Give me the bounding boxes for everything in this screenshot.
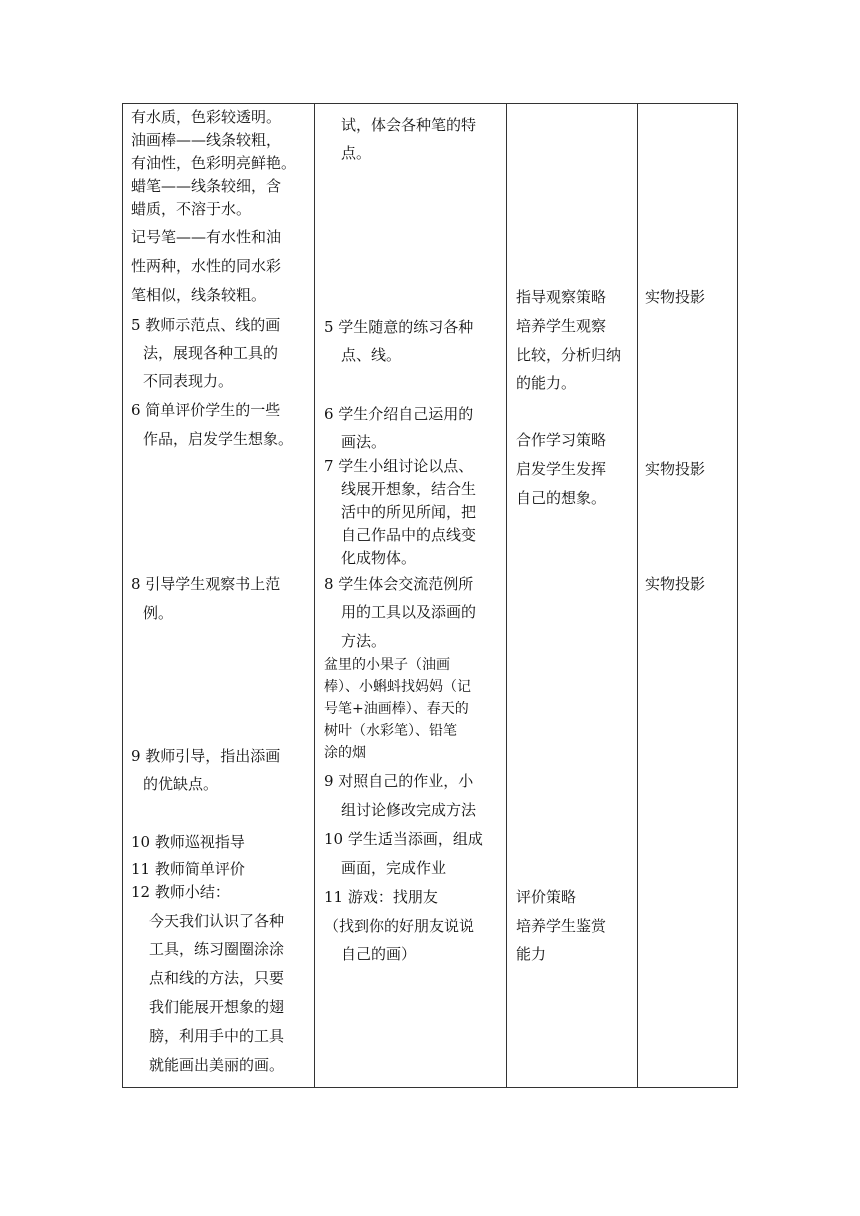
text-line: 实物投影 xyxy=(645,575,706,593)
text-line: 的优缺点。 xyxy=(143,775,219,793)
text-line: 涂的烟 xyxy=(324,745,366,761)
text-line: 不同表现力。 xyxy=(143,372,234,390)
column-divider xyxy=(637,104,638,1087)
text-line: 5 学生随意的练习各种 xyxy=(324,318,474,336)
text-line: 自己的想象。 xyxy=(516,489,607,507)
text-line: 合作学习策略 xyxy=(516,431,607,449)
text-line: 树叶（水彩笔）、铅笔 xyxy=(324,723,457,739)
text-line: 8 引导学生观察书上范 xyxy=(131,575,281,593)
text-line: 能力 xyxy=(516,945,547,963)
text-line: 组讨论修改完成方法 xyxy=(341,801,477,819)
text-line: 试，体会各种笔的特 xyxy=(341,116,477,134)
text-line: 例。 xyxy=(143,604,174,622)
text-line: 有水质，色彩较透明。 xyxy=(131,108,282,126)
text-line: 点和线的方法，只要 xyxy=(149,969,285,987)
text-line: 启发学生发挥 xyxy=(516,460,607,478)
text-line: 6 简单评价学生的一些 xyxy=(131,401,281,419)
column-divider xyxy=(506,104,507,1087)
text-line: 化成物体。 xyxy=(341,549,417,567)
text-line: 12 教师小结： xyxy=(131,883,230,901)
text-line: 11 教师简单评价 xyxy=(131,860,245,878)
column-divider xyxy=(314,104,315,1087)
text-line: 指导观察策略 xyxy=(516,288,607,306)
lesson-table xyxy=(122,103,738,1088)
text-line: 9 教师引导，指出添画 xyxy=(131,747,281,765)
text-line: 法，展现各种工具的 xyxy=(143,344,279,362)
text-line: 10 学生适当添画，组成 xyxy=(324,830,483,848)
text-line: 培养学生观察 xyxy=(516,317,607,335)
text-line: 评价策略 xyxy=(516,888,577,906)
text-line: 点。 xyxy=(341,144,372,162)
text-line: 记号笔——有水性和油 xyxy=(131,228,282,246)
text-line: 性两种，水性的同水彩 xyxy=(131,257,282,275)
text-line: 画法。 xyxy=(341,433,387,451)
text-line: 作品，启发学生想象。 xyxy=(143,430,294,448)
text-line: 6 学生介绍自己运用的 xyxy=(324,405,474,423)
text-line: 点、线。 xyxy=(341,346,402,364)
text-line: 笔相似，线条较粗。 xyxy=(131,286,267,304)
text-line: 今天我们认识了各种 xyxy=(149,912,285,930)
text-line: 蜡笔——线条较细，含 xyxy=(131,177,282,195)
text-line: 自己作品中的点线变 xyxy=(341,526,477,544)
text-line: 8 学生体会交流范例所 xyxy=(324,575,474,593)
text-line: 膀，利用手中的工具 xyxy=(149,1027,285,1045)
text-line: 比较，分析归纳 xyxy=(516,346,622,364)
text-line: 自己的画） xyxy=(341,945,417,963)
text-line: 我们能展开想象的翅 xyxy=(149,998,285,1016)
text-line: 棒）、小蝌蚪找妈妈（记 xyxy=(324,679,471,695)
text-line: 方法。 xyxy=(341,632,387,650)
text-line: 号笔+油画棒）、春天的 xyxy=(324,701,469,717)
text-line: 工具，练习圈圈涂涂 xyxy=(149,940,285,958)
text-line: 培养学生鉴赏 xyxy=(516,917,607,935)
text-line: 实物投影 xyxy=(645,288,706,306)
text-line: 盆里的小果子（油画 xyxy=(324,657,450,673)
text-line: 5 教师示范点、线的画 xyxy=(131,316,281,334)
text-line: 有油性，色彩明亮鲜艳。 xyxy=(131,154,297,172)
text-line: 用的工具以及添画的 xyxy=(341,603,477,621)
text-line: 的能力。 xyxy=(516,374,577,392)
text-line: 活中的所见所闻，把 xyxy=(341,503,477,521)
text-line: 9 对照自己的作业，小 xyxy=(324,772,474,790)
text-line: 画面，完成作业 xyxy=(341,859,447,877)
text-line: 7 学生小组讨论以点、 xyxy=(324,457,474,475)
text-line: 就能画出美丽的画。 xyxy=(149,1056,285,1074)
text-line: 蜡质，不溶于水。 xyxy=(131,200,252,218)
text-line: 11 游戏：找朋友 xyxy=(324,888,438,906)
text-line: 油画棒——线条较粗， xyxy=(131,131,282,149)
text-line: （找到你的好朋友说说 xyxy=(324,917,475,935)
text-line: 实物投影 xyxy=(645,460,706,478)
text-line: 线展开想象，结合生 xyxy=(341,480,477,498)
text-line: 10 教师巡视指导 xyxy=(131,833,245,851)
